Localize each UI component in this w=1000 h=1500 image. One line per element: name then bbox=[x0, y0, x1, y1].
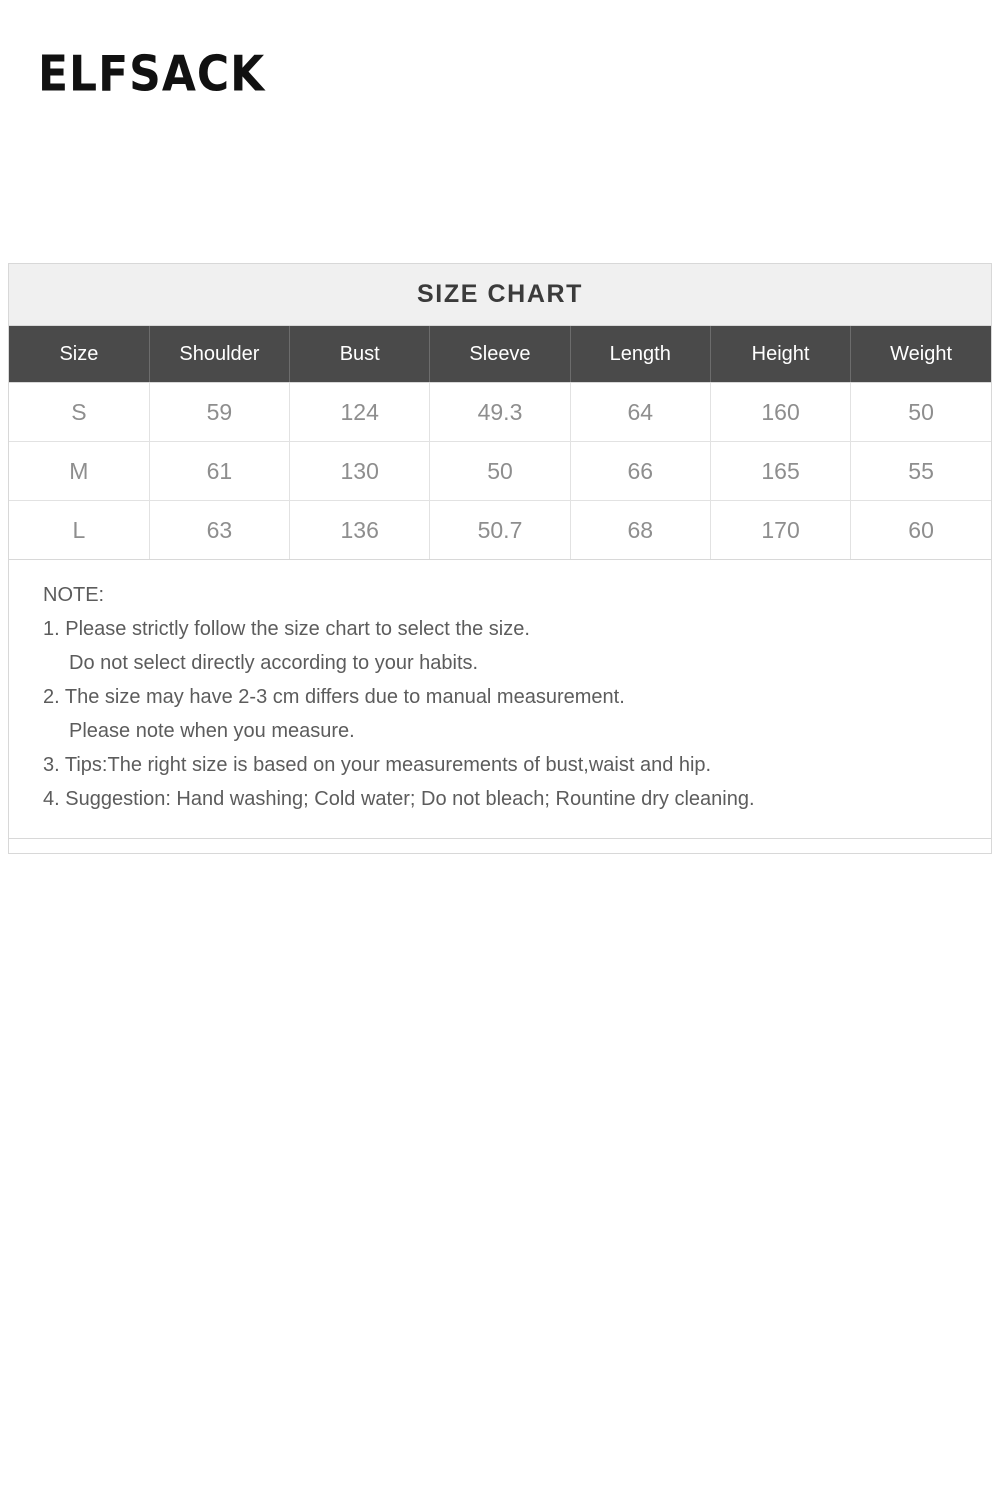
table-row bbox=[9, 383, 991, 442]
cell-size: M bbox=[9, 442, 149, 501]
cell-height: 165 bbox=[710, 442, 850, 501]
table-row bbox=[9, 501, 991, 560]
column-header-sleeve: Sleeve bbox=[430, 326, 570, 383]
cell-weight: 60 bbox=[851, 501, 991, 560]
note-line-1: 1. Please strictly follow the size chart to select the size. bbox=[43, 618, 530, 640]
cell-sleeve: 50 bbox=[430, 442, 570, 501]
note-line-2-cont: Please note when you measure. bbox=[69, 720, 355, 742]
table-header-row bbox=[9, 326, 991, 383]
cell-height: 170 bbox=[710, 501, 850, 560]
note-line-4: 4. Suggestion: Hand washing; Cold water; Do not bleach; Rountine dry cleaning. bbox=[43, 788, 755, 810]
brand-logo bbox=[38, 40, 266, 110]
column-header-length: Length bbox=[570, 326, 710, 383]
column-header-height: Height bbox=[710, 326, 850, 383]
size-chart-notes bbox=[9, 560, 991, 838]
column-header-weight: Weight bbox=[851, 326, 991, 383]
column-header-bust: Bust bbox=[290, 326, 430, 383]
size-chart-container bbox=[8, 263, 992, 854]
size-chart-title: SIZE CHART bbox=[9, 264, 991, 326]
cell-sleeve: 49.3 bbox=[430, 383, 570, 442]
cell-bust: 130 bbox=[290, 442, 430, 501]
cell-length: 64 bbox=[570, 383, 710, 442]
cell-shoulder: 59 bbox=[149, 383, 289, 442]
cell-height: 160 bbox=[710, 383, 850, 442]
brand-logo-text: ELFSACK bbox=[38, 45, 266, 103]
column-header-shoulder: Shoulder bbox=[149, 326, 289, 383]
column-header-size: Size bbox=[9, 326, 149, 383]
cell-size: L bbox=[9, 501, 149, 560]
chart-bottom-divider bbox=[9, 838, 991, 853]
cell-shoulder: 61 bbox=[149, 442, 289, 501]
cell-bust: 124 bbox=[290, 383, 430, 442]
cell-weight: 50 bbox=[851, 383, 991, 442]
cell-size: S bbox=[9, 383, 149, 442]
table-row bbox=[9, 442, 991, 501]
cell-length: 68 bbox=[570, 501, 710, 560]
notes-heading: NOTE: bbox=[43, 584, 105, 606]
cell-sleeve: 50.7 bbox=[430, 501, 570, 560]
size-chart-table bbox=[9, 326, 991, 560]
note-line-1-cont: Do not select directly according to your habits. bbox=[69, 652, 479, 674]
note-line-2: 2. The size may have 2-3 cm differs due to manual measurement. bbox=[43, 686, 625, 708]
cell-length: 66 bbox=[570, 442, 710, 501]
note-line-3: 3. Tips:The right size is based on your measurements of bust,waist and hip. bbox=[43, 754, 712, 776]
cell-weight: 55 bbox=[851, 442, 991, 501]
cell-bust: 136 bbox=[290, 501, 430, 560]
cell-shoulder: 63 bbox=[149, 501, 289, 560]
